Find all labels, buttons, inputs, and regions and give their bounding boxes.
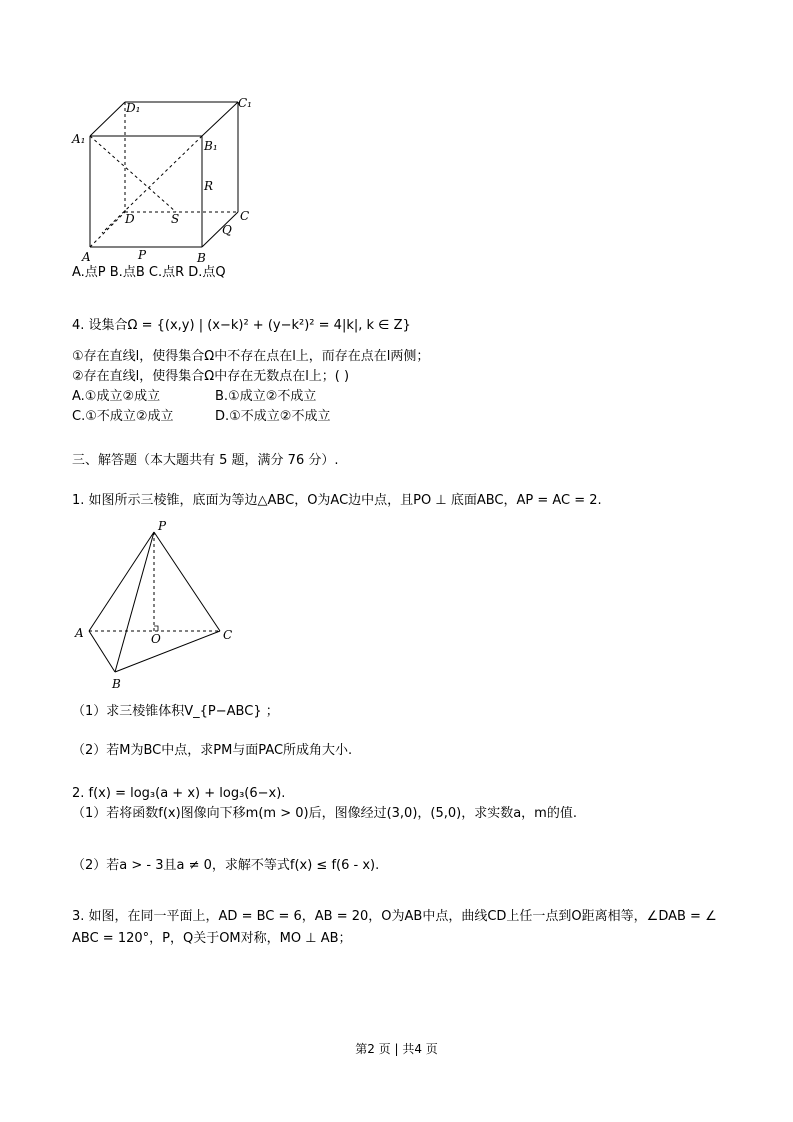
q3-options: A.点P B.点B C.点R D.点Q bbox=[72, 265, 226, 280]
label-d: D bbox=[125, 212, 135, 226]
label-b: B bbox=[112, 677, 121, 691]
label-q: Q bbox=[222, 223, 232, 237]
label-d1: D₁ bbox=[126, 101, 141, 115]
section-3-title: 三、解答题（本大题共有 5 题，满分 76 分）. bbox=[72, 453, 339, 468]
label-a1: A₁ bbox=[72, 132, 86, 146]
label-r: R bbox=[204, 179, 214, 193]
p1-question-2: （2）若M为BC中点，求PM与面PAC所成角大小. bbox=[72, 743, 353, 758]
q4-options-row-1 bbox=[72, 388, 316, 406]
p2-question-1: （1）若将函数f(x)图像向下移m(m > 0)后，图像经过(3,0)，(5,0)，求实数a，m的值. bbox=[72, 806, 577, 821]
cube-figure bbox=[70, 95, 270, 265]
p3-stem-line-2: ABC = 120°，P，Q关于OM对称，MO ⊥ AB； bbox=[72, 931, 352, 946]
label-s: S bbox=[171, 212, 180, 226]
p1-question-1: （1）求三棱锥体积V_{P−ABC} ； bbox=[72, 704, 279, 719]
q4-option-d: D.①不成立②不成立 bbox=[215, 409, 331, 424]
q4-stem: 4. 设集合Ω = {(x,y) | (x−k)² + (y−k²)² = 4|k|, k ∈ Z} bbox=[72, 318, 411, 333]
q4-options-row-2 bbox=[72, 408, 330, 426]
q4-statement-1: ①存在直线l，使得集合Ω中不存在点在l上，而存在点在l两侧； bbox=[72, 349, 430, 364]
label-c: C bbox=[240, 209, 250, 223]
p1-stem: 1. 如图所示三棱锥，底面为等边△ABC，O为AC边中点，且PO ⊥ 底面ABC，AP = AC = 2. bbox=[72, 493, 602, 508]
label-c1: C₁ bbox=[238, 96, 252, 110]
label-b1: B₁ bbox=[204, 139, 218, 153]
q4-option-b: B.①成立②不成立 bbox=[215, 389, 317, 404]
page-footer: 第2 页 | 共4 页 bbox=[355, 1042, 438, 1056]
label-b: B bbox=[197, 251, 206, 265]
label-o: O bbox=[151, 632, 161, 646]
q4-option-a: A.①成立②成立 bbox=[72, 389, 161, 404]
q4-statement-2: ②存在直线l，使得集合Ω中存在无数点在l上；( ) bbox=[72, 369, 350, 384]
p2-question-2: （2）若a > - 3且a ≠ 0，求解不等式f(x) ≤ f(6 - x). bbox=[72, 858, 380, 873]
label-p: P bbox=[138, 248, 147, 262]
q4-option-c: C.①不成立②成立 bbox=[72, 409, 174, 424]
label-p: P bbox=[158, 520, 167, 533]
label-c: C bbox=[223, 628, 233, 642]
p2-stem: 2. f(x) = log₃(a + x) + log₃(6−x). bbox=[72, 786, 286, 801]
label-a: A bbox=[75, 626, 84, 640]
p3-stem-line-1: 3. 如图，在同一平面上，AD = BC = 6，AB = 20，O为AB中点，曲线CD上任一点到O距离相等，∠DAB = ∠ bbox=[72, 909, 717, 924]
tetrahedron-figure bbox=[72, 520, 242, 695]
label-a: A bbox=[82, 250, 91, 264]
